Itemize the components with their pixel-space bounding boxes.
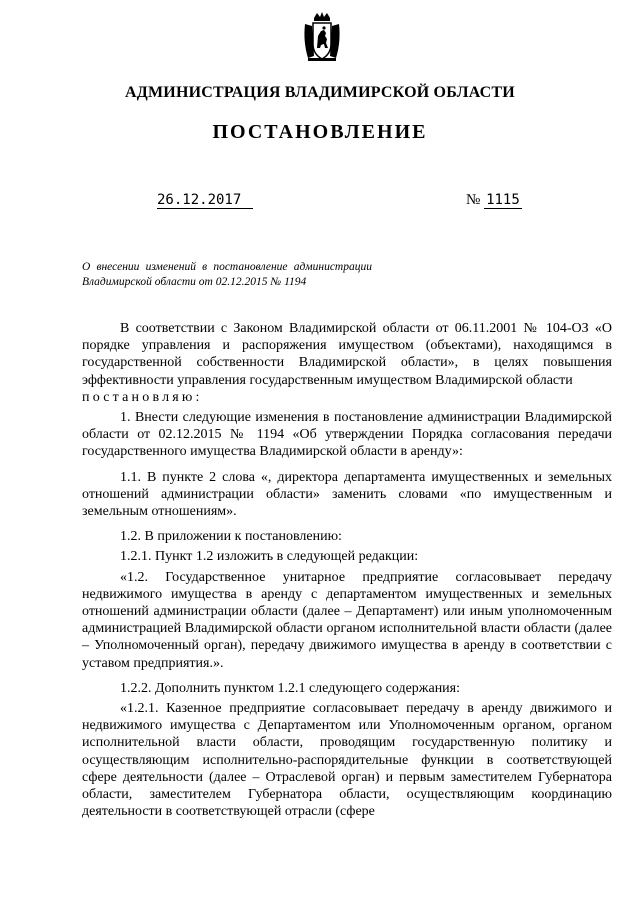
document-type-title: ПОСТАНОВЛЕНИЕ bbox=[212, 121, 428, 143]
document-number bbox=[466, 192, 522, 209]
document-subject: О внесении изменений в постановление администрации Владимирской области от 02.12.2015 № 1194 bbox=[82, 261, 372, 288]
clause-1: 1. Внести следующие изменения в постановление администрации Владимирской области от 02.12.2015 № 1194 «Об утверждении Порядка согласования передачи государственного имущества Владимирской области в аренду»: bbox=[82, 410, 612, 460]
preamble-paragraph bbox=[82, 320, 612, 406]
number-value: 1115 bbox=[486, 192, 520, 208]
clause-1-2: 1.2. В приложении к постановлению: bbox=[120, 529, 342, 545]
decree-word: постановляю: bbox=[82, 389, 203, 405]
clause-1-1: 1.1. В пункте 2 слова «, директора департамента имущественных и земельных отношений администрации области» заменить словами «по имущественным и земельным отношениям». bbox=[82, 469, 612, 520]
coat-of-arms-icon bbox=[302, 12, 342, 62]
clause-1-2-2: 1.2.2. Дополнить пунктом 1.2.1 следующего содержания: bbox=[120, 680, 461, 696]
clause-1-2-1: 1.2.1. Пункт 1.2 изложить в следующей редакции: bbox=[120, 549, 419, 565]
document-body bbox=[82, 320, 612, 828]
organization-title: АДМИНИСТРАЦИЯ ВЛАДИМИРСКОЙ ОБЛАСТИ bbox=[125, 84, 515, 101]
clause-1-2-2-text: «1.2.1. Казенное предприятие согласовывает передачу в аренду движимого и недвижимого имущества с Департаментом или Уполномоченным органом, органом исполнительной власти области, проводящим государственную политику и осуществляющим исполнительно-распорядительные функции в соответствующей сфере деятельности (далее – Отраслевой орган) и первым заместителем Губернатора области, заместителем Губернатора области, осуществляющим координацию деятельности в соответствующей отрасли (сфере bbox=[82, 701, 612, 820]
document-date: 26.12.2017 bbox=[157, 192, 253, 209]
number-label: № bbox=[466, 192, 481, 208]
clause-1-2-1-text: «1.2. Государственное унитарное предприятие согласовывает передачу недвижимого имущества в аренду с департаментом имущественных и земельных отношений администрации области (далее – Департамент) или иным уполномоченным администрацией Владимирской области органом исполнительной власти области (далее – Уполномоченный орган), передачу движимого имущества в аренду в соответствии с уставом предприятия.». bbox=[82, 569, 612, 671]
preamble-text: В соответствии с Законом Владимирской области от 06.11.2001 № 104-ОЗ «О порядке управления и распоряжения имуществом (объектами), находящимся в государственной собственности Владимирской области», в целях повышения эффективности управления государственным имуществом Владимирской области bbox=[82, 321, 612, 388]
